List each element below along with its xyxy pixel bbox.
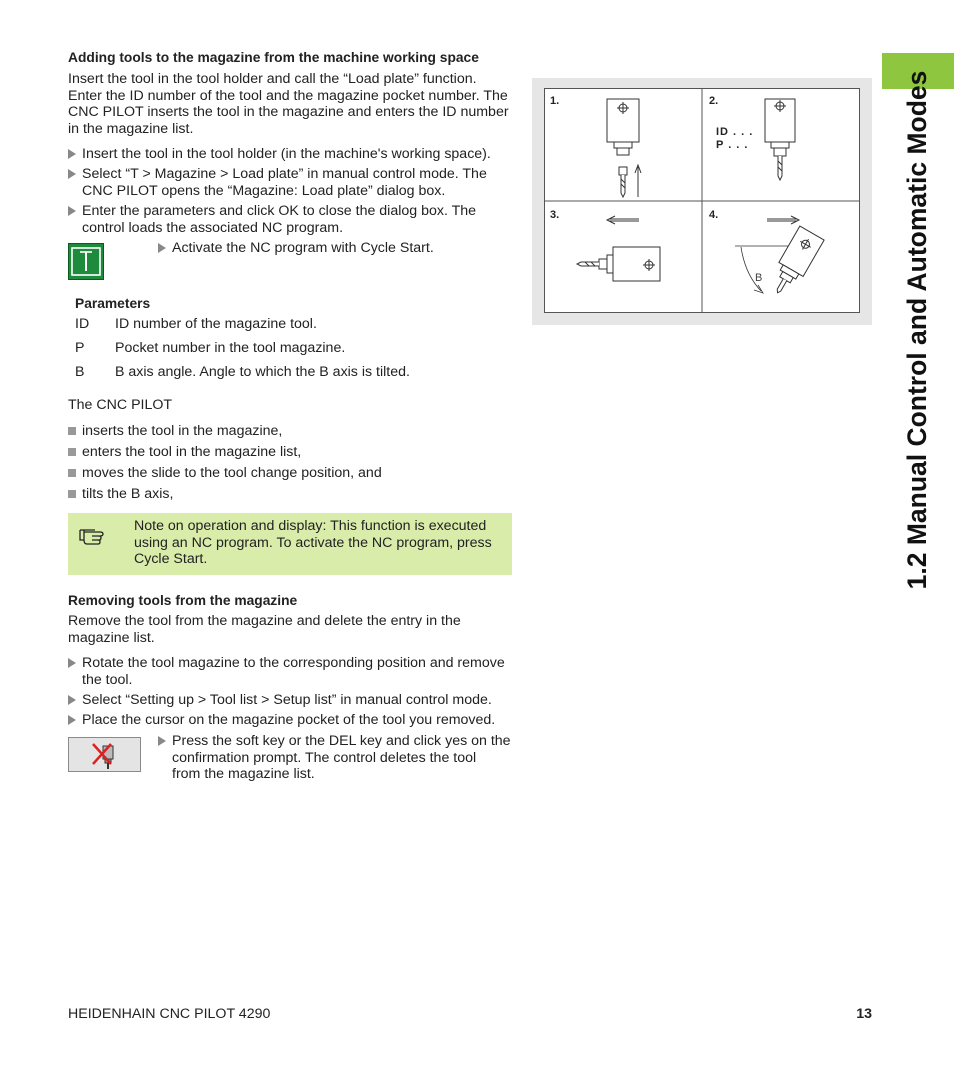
- adding-intro-line: Enter the ID number of the tool and the magazine pocket number. The: [68, 87, 508, 104]
- step-text: Select “T > Magazine > Load plate” in manual control mode. The: [82, 166, 487, 182]
- figure-drawing: [545, 89, 859, 312]
- item-text: enters the tool in the magazine list,: [82, 444, 302, 460]
- pointing-hand-icon: [78, 521, 110, 547]
- adding-step-2: [68, 166, 527, 199]
- pilot-item: [68, 423, 527, 440]
- arrow-bullet-icon: [68, 206, 76, 216]
- pilot-intro: The CNC PILOT: [68, 397, 173, 413]
- param-row: [0, 364, 500, 380]
- pilot-item: [68, 465, 527, 482]
- note-line: Cycle Start.: [134, 551, 208, 567]
- panel-2-drawing: [765, 99, 795, 180]
- panel-3-drawing: [577, 216, 660, 281]
- panel-number: 4.: [709, 209, 719, 221]
- step-text: Select “Setting up > Tool list > Setup list” in manual control mode.: [82, 692, 492, 708]
- step-text: CNC PILOT opens the “Magazine: Load plate” dialog box.: [82, 182, 446, 199]
- step-text: Enter the parameters and click OK to close the dialog box. The: [82, 203, 477, 219]
- param-key: B: [75, 364, 85, 380]
- panel-number: 1.: [550, 95, 560, 107]
- arrow-bullet-icon: [68, 658, 76, 668]
- id-label: ID . . .: [716, 126, 754, 138]
- note-box: [68, 513, 512, 575]
- param-key: P: [75, 340, 85, 356]
- pilot-item: [68, 444, 527, 461]
- removing-step-1: [68, 655, 527, 688]
- adding-intro-line: Insert the tool in the tool holder and call the “Load plate” function.: [68, 71, 477, 87]
- adding-step-3: [68, 203, 527, 236]
- square-bullet-icon: [68, 427, 76, 435]
- section-title-vertical: 1.2 Manual Control and Automatic Modes: [901, 70, 932, 590]
- param-desc: Pocket number in the tool magazine.: [115, 340, 346, 356]
- param-desc: ID number of the magazine tool.: [115, 316, 317, 332]
- panel-4-drawing: [735, 216, 824, 300]
- arrow-bullet-icon: [68, 169, 76, 179]
- step-text: Rotate the tool magazine to the corresponding position and remove: [82, 655, 505, 671]
- adding-intro: [68, 71, 513, 137]
- param-row: [0, 340, 500, 356]
- removing-heading: Removing tools from the magazine: [68, 593, 298, 608]
- adding-intro-line: CNC PILOT inserts the tool in the magazine and enters the ID number: [68, 104, 509, 120]
- softkey-step: [158, 733, 532, 783]
- panel-1-drawing: [607, 99, 641, 197]
- square-bullet-icon: [68, 469, 76, 477]
- step-text: from the magazine list.: [172, 766, 315, 782]
- note-line: using an NC program. To activate the NC program, press: [134, 534, 492, 551]
- removing-intro-line: Remove the tool from the magazine and delete the entry in the: [68, 613, 461, 629]
- arrow-bullet-icon: [158, 243, 166, 253]
- tool-loading-figure: [544, 88, 860, 313]
- removing-intro-line: magazine list.: [68, 629, 155, 646]
- panel-number: 3.: [550, 209, 560, 221]
- arrow-bullet-icon: [158, 736, 166, 746]
- adding-step-1: [68, 146, 527, 163]
- page-number: 13: [856, 1006, 872, 1022]
- cycle-start-step: [158, 240, 512, 257]
- item-text: inserts the tool in the magazine,: [82, 423, 283, 439]
- b-axis-label: B: [755, 272, 763, 284]
- param-desc: B axis angle. Angle to which the B axis is tilted.: [115, 364, 410, 380]
- item-text: moves the slide to the tool change position, and: [82, 465, 382, 481]
- removing-step-2: [68, 692, 527, 709]
- arrow-bullet-icon: [68, 715, 76, 725]
- step-text: control loads the associated NC program.: [82, 219, 344, 236]
- square-bullet-icon: [68, 448, 76, 456]
- footer-product: HEIDENHAIN CNC PILOT 4290: [68, 1006, 271, 1022]
- note-line: Note on operation and display: This function is executed: [134, 518, 487, 534]
- delete-tool-softkey-icon: [68, 737, 141, 772]
- step-text: Insert the tool in the tool holder (in the machine's working space).: [82, 146, 491, 162]
- square-bullet-icon: [68, 490, 76, 498]
- arrow-bullet-icon: [68, 149, 76, 159]
- step-text: the tool.: [82, 671, 133, 688]
- step-text: Place the cursor on the magazine pocket of the tool you removed.: [82, 712, 496, 728]
- param-key: ID: [75, 316, 90, 332]
- adding-intro-line: in the magazine list.: [68, 120, 194, 137]
- param-row: [0, 316, 500, 332]
- note-text: [134, 518, 504, 568]
- pilot-item: [68, 486, 527, 503]
- removing-intro: [68, 613, 513, 646]
- removing-step-3: [68, 712, 527, 729]
- parameters-heading: Parameters: [75, 296, 151, 311]
- panel-number: 2.: [709, 95, 719, 107]
- arrow-bullet-icon: [68, 695, 76, 705]
- pocket-label: P . . .: [716, 139, 749, 151]
- item-text: tilts the B axis,: [82, 486, 174, 502]
- step-text: confirmation prompt. The control deletes the tool: [172, 749, 477, 766]
- step-text: Activate the NC program with Cycle Start.: [172, 240, 434, 256]
- cycle-start-icon: [68, 243, 104, 280]
- adding-heading: Adding tools to the magazine from the machine working space: [68, 50, 479, 65]
- step-text: Press the soft key or the DEL key and click yes on the: [172, 733, 511, 749]
